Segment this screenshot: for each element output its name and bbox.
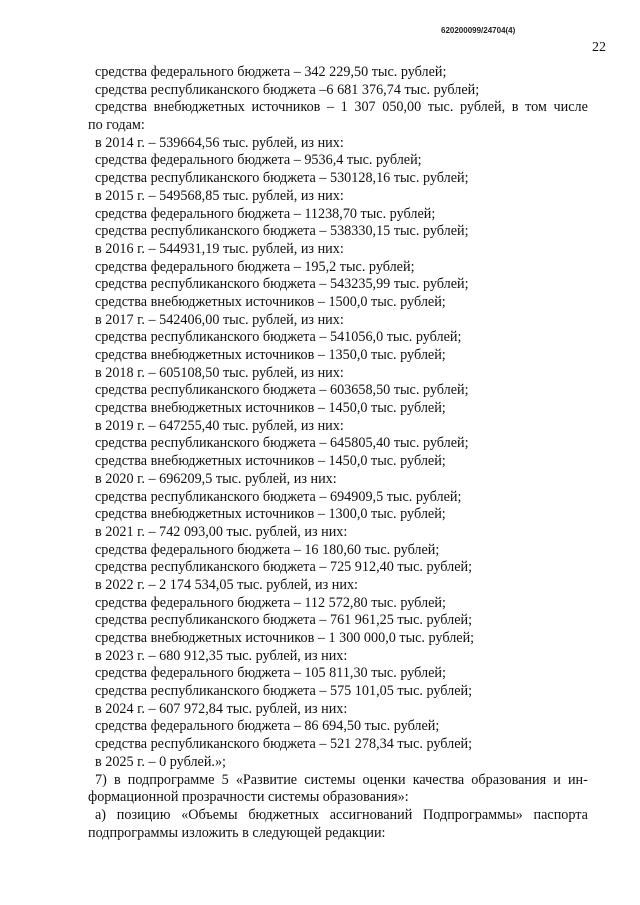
text-line: средства республиканского бюджета – 541056,0 тыс. рублей; xyxy=(95,329,462,346)
word: подпрограмме xyxy=(127,771,215,788)
text-line: средства федерального бюджета – 112 572,80 тыс. рублей; xyxy=(95,594,446,611)
word: позицию xyxy=(116,806,171,823)
text-line: в 2018 г. – 605108,50 тыс. рублей, из них: xyxy=(95,364,344,381)
text-line: в 2017 г. – 542406,00 тыс. рублей, из них: xyxy=(95,311,344,328)
text-line: средства внебюджетных источников – 1 300 000,0 тыс. рублей; xyxy=(95,630,475,647)
word: рублей, xyxy=(460,99,506,116)
text-line: в 2021 г. – 742 093,00 тыс. рублей, из них: xyxy=(95,523,348,540)
text-line: по годам: xyxy=(88,117,145,134)
document-body xyxy=(88,64,588,842)
word: том xyxy=(525,99,547,116)
text-line: средства внебюджетных источников – 1500,0 тыс. рублей; xyxy=(95,293,446,310)
text-line: средства федерального бюджета – 86 694,50 тыс. рублей; xyxy=(95,718,440,735)
text-line: в 2024 г. – 607 972,84 тыс. рублей, из них: xyxy=(95,700,348,717)
text-line: средства внебюджетных источников – 1300,0 тыс. рублей; xyxy=(95,506,446,523)
word: паспорта xyxy=(533,806,588,823)
text-line: средства федерального бюджета – 105 811,30 тыс. рублей; xyxy=(95,665,446,682)
text-line: средства федерального бюджета – 9536,4 тыс. рублей; xyxy=(95,152,422,169)
word: качества xyxy=(412,771,465,788)
word: 050,00 xyxy=(382,99,422,116)
text-line: средства республиканского бюджета – 521 278,34 тыс. рублей; xyxy=(95,736,473,753)
text-line: средства республиканского бюджета – 603658,50 тыс. рублей; xyxy=(95,382,469,399)
text-line: в 2025 г. – 0 рублей.»; xyxy=(95,753,226,770)
word: – xyxy=(326,99,335,116)
text-line: средства республиканского бюджета – 530128,16 тыс. рублей; xyxy=(95,170,469,187)
text-line: средства федерального бюджета – 342 229,50 тыс. рублей; xyxy=(95,64,447,80)
text-line: в 2015 г. – 549568,85 тыс. рублей, из них: xyxy=(95,187,344,204)
word: Подпрограммы» xyxy=(423,806,523,823)
word: внебюджетных xyxy=(153,99,245,116)
text-line: средства республиканского бюджета – 694909,5 тыс. рублей; xyxy=(95,488,462,505)
text-line: средства республиканского бюджета – 761 961,25 тыс. рублей; xyxy=(95,612,473,629)
text-line: средства республиканского бюджета – 575 101,05 тыс. рублей; xyxy=(95,683,473,700)
text-line: средства федерального бюджета – 16 180,60 тыс. рублей; xyxy=(95,541,440,558)
word: и xyxy=(553,771,561,788)
word: в xyxy=(511,99,519,116)
text-line: средства республиканского бюджета – 538330,15 тыс. рублей; xyxy=(95,223,469,240)
word: 5 xyxy=(221,771,229,788)
text-line: средства республиканского бюджета –6 681 376,74 тыс. рублей; xyxy=(95,81,480,98)
word: бюджетных xyxy=(248,806,319,823)
word: «Развитие xyxy=(235,771,298,788)
word: «Объемы xyxy=(181,806,238,823)
text-line: в 2016 г. – 544931,19 тыс. рублей, из них: xyxy=(95,240,344,257)
word: в xyxy=(113,771,121,788)
text-line: средства внебюджетных источников – 1450,0 тыс. рублей; xyxy=(95,453,446,470)
text-line: в 2020 г. – 696209,5 тыс. рублей, из них: xyxy=(95,470,337,487)
word: тыс. xyxy=(427,99,454,116)
text-line: в 2019 г. – 647255,40 тыс. рублей, из них: xyxy=(95,417,344,434)
word: 1 xyxy=(340,99,348,116)
text-line: средства внебюджетных источников – 1450,0 тыс. рублей; xyxy=(95,400,446,417)
word: числе xyxy=(553,99,588,116)
text-line: в 2023 г. – 680 912,35 тыс. рублей, из них: xyxy=(95,647,348,664)
text-line: средства республиканского бюджета – 543235,99 тыс. рублей; xyxy=(95,276,469,293)
text-line: формационной прозрачности системы образования»: xyxy=(88,789,409,806)
word: а) xyxy=(95,806,107,823)
text-line: в 2022 г. – 2 174 534,05 тыс. рублей, из них: xyxy=(95,576,358,593)
document-id: 620200099/24704(4) xyxy=(441,26,516,35)
word: образования xyxy=(471,771,547,788)
text-line: средства федерального бюджета – 11238,70 тыс. рублей; xyxy=(95,205,436,222)
page-number: 22 xyxy=(592,40,606,55)
text-line: в 2014 г. – 539664,56 тыс. рублей, из них: xyxy=(95,134,344,151)
text-line: средства федерального бюджета – 195,2 тыс. рублей; xyxy=(95,258,415,275)
text-line: средства внебюджетных источников – 1350,0 тыс. рублей; xyxy=(95,347,446,364)
word: ассигнований xyxy=(329,806,413,823)
word: источников xyxy=(251,99,321,116)
word: 307 xyxy=(354,99,376,116)
text-line xyxy=(88,807,588,825)
text-line: подпрограммы изложить в следующей редакции: xyxy=(88,824,386,841)
word: оценки xyxy=(362,771,406,788)
text-line: средства республиканского бюджета – 645805,40 тыс. рублей; xyxy=(95,435,469,452)
word: 7) xyxy=(95,771,107,788)
word: системы xyxy=(304,771,356,788)
text-line xyxy=(88,99,588,117)
text-line: средства республиканского бюджета – 725 912,40 тыс. рублей; xyxy=(95,559,473,576)
word: ин- xyxy=(567,771,588,788)
text-line xyxy=(88,772,588,790)
word: средства xyxy=(95,99,148,116)
